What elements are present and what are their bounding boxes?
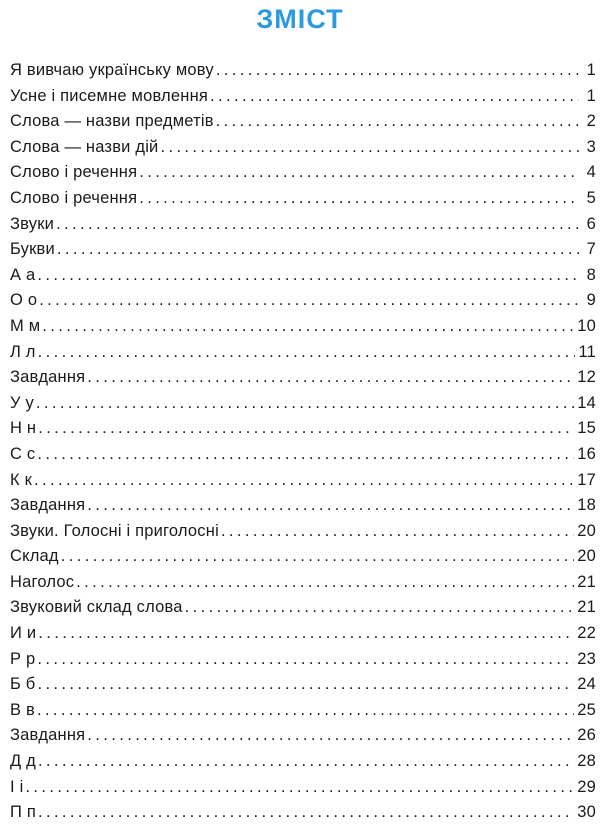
dot-leader <box>139 160 579 186</box>
toc-entry-page-number: 5 <box>586 188 596 207</box>
toc-entry-page-number: 17 <box>577 470 596 489</box>
toc-entry <box>10 647 596 673</box>
dot-leader <box>185 595 575 621</box>
toc-entry-title: Б б <box>10 675 36 694</box>
toc-entry-page-number: 4 <box>586 163 596 182</box>
toc-entry-page-number: 23 <box>577 649 596 668</box>
toc-entry <box>10 237 596 263</box>
toc-entry-page-number: 1 <box>586 86 596 105</box>
toc-entry-page-number: 30 <box>577 803 596 822</box>
dot-leader <box>38 749 574 775</box>
toc-entry-title: І і <box>10 777 24 796</box>
dot-leader <box>37 672 574 698</box>
toc-entry-page-number: 20 <box>577 521 596 540</box>
dot-leader <box>38 800 574 826</box>
toc-entry <box>10 391 596 417</box>
dot-leader <box>36 391 574 417</box>
toc-entry <box>10 135 596 161</box>
dot-leader <box>221 519 574 545</box>
toc-entry-title: Наголос <box>10 572 75 591</box>
toc-entry-page-number: 2 <box>586 112 596 131</box>
toc-entry-page-number: 7 <box>586 240 596 259</box>
toc-entry-title: В в <box>10 700 35 719</box>
toc-entry-title: Завдання <box>10 496 86 515</box>
toc-entry <box>10 58 596 84</box>
toc-entry-title: К к <box>10 470 33 489</box>
toc-entry-title: И и <box>10 624 37 643</box>
toc-entry <box>10 468 596 494</box>
toc-entry <box>10 723 596 749</box>
dot-leader <box>210 84 579 110</box>
toc-entry-page-number: 11 <box>578 342 596 361</box>
dot-leader <box>87 723 574 749</box>
toc-entry-title: Завдання <box>10 368 86 387</box>
dot-leader <box>37 442 574 468</box>
table-of-contents <box>10 58 596 826</box>
dot-leader <box>216 109 579 135</box>
toc-entry-title: О о <box>10 291 38 310</box>
dot-leader <box>37 698 574 724</box>
toc-entry-page-number: 10 <box>577 316 596 335</box>
dot-leader <box>37 647 574 673</box>
toc-entry-page-number: 16 <box>577 444 596 463</box>
toc-entry <box>10 800 596 826</box>
dot-leader <box>38 340 576 366</box>
toc-entry-title: Звуки. Голосні і приголосні <box>10 521 219 540</box>
toc-entry-page-number: 26 <box>577 726 596 745</box>
toc-entry-page-number: 9 <box>586 291 596 310</box>
toc-entry <box>10 544 596 570</box>
toc-entry <box>10 749 596 775</box>
dot-leader <box>76 570 574 596</box>
toc-entry-page-number: 14 <box>577 393 596 412</box>
toc-entry <box>10 621 596 647</box>
toc-entry <box>10 288 596 314</box>
toc-entry-page-number: 15 <box>577 419 596 438</box>
toc-entry <box>10 775 596 801</box>
toc-entry-title: Л л <box>10 342 36 361</box>
dot-leader <box>38 416 574 442</box>
dot-leader <box>42 314 574 340</box>
toc-entry <box>10 212 596 238</box>
toc-entry-title: С с <box>10 444 36 463</box>
toc-entry-title: Усне і писемне мовлення <box>10 86 209 105</box>
toc-entry-title: Звуковий склад слова <box>10 598 183 617</box>
toc-entry-page-number: 12 <box>577 368 596 387</box>
toc-entry <box>10 595 596 621</box>
dot-leader <box>87 493 574 519</box>
toc-entry <box>10 84 596 110</box>
dot-leader <box>160 135 579 161</box>
toc-entry <box>10 442 596 468</box>
toc-entry-page-number: 21 <box>577 598 596 617</box>
toc-entry-page-number: 25 <box>577 700 596 719</box>
toc-entry-title: Д д <box>10 752 36 771</box>
toc-entry-title: Слова — назви предметів <box>10 112 214 131</box>
toc-entry-title: А а <box>10 265 36 284</box>
toc-entry-page-number: 21 <box>577 572 596 591</box>
toc-entry <box>10 570 596 596</box>
toc-entry <box>10 493 596 519</box>
dot-leader <box>39 288 579 314</box>
toc-entry-page-number: 6 <box>586 214 596 233</box>
page-title: ЗМІСТ <box>256 4 344 34</box>
toc-entry-page-number: 22 <box>577 624 596 643</box>
toc-entry-page-number: 1 <box>586 61 596 79</box>
toc-entry-title: М м <box>10 316 41 335</box>
toc-entry-title: П п <box>10 803 36 822</box>
toc-entry <box>10 263 596 289</box>
toc-entry-page-number: 20 <box>577 547 596 566</box>
toc-entry <box>10 314 596 340</box>
dot-leader <box>57 237 579 263</box>
toc-entry-title: Н н <box>10 419 37 438</box>
dot-leader <box>216 58 579 84</box>
dot-leader <box>139 186 579 212</box>
dot-leader <box>25 775 574 801</box>
dot-leader <box>87 365 574 391</box>
dot-leader <box>37 263 579 289</box>
toc-entry <box>10 109 596 135</box>
toc-entry-title: Слово і речення <box>10 188 138 207</box>
toc-entry-title: У у <box>10 393 34 412</box>
toc-entry-title: Р р <box>10 649 36 668</box>
dot-leader <box>38 621 574 647</box>
toc-entry-title: Слова — назви дій <box>10 137 159 156</box>
toc-entry <box>10 365 596 391</box>
toc-entry-title: Завдання <box>10 726 86 745</box>
toc-entry <box>10 698 596 724</box>
toc-entry <box>10 160 596 186</box>
toc-entry-title: Склад <box>10 547 59 566</box>
dot-leader <box>34 468 574 494</box>
toc-entry-title: Букви <box>10 240 55 259</box>
toc-entry <box>10 416 596 442</box>
toc-entry <box>10 672 596 698</box>
toc-entry-page-number: 8 <box>586 265 596 284</box>
toc-entry-page-number: 24 <box>577 675 596 694</box>
toc-entry-title: Звуки <box>10 214 55 233</box>
dot-leader <box>56 212 579 238</box>
toc-entry-title: Я вивчаю українську мову <box>10 61 214 79</box>
toc-entry-title: Слово і речення <box>10 163 138 182</box>
toc-entry <box>10 340 596 366</box>
toc-entry-page-number: 28 <box>577 752 596 771</box>
toc-entry-page-number: 18 <box>577 496 596 515</box>
dot-leader <box>61 544 574 570</box>
toc-entry-page-number: 29 <box>577 777 596 796</box>
toc-entry <box>10 519 596 545</box>
toc-entry-page-number: 3 <box>586 137 596 156</box>
toc-entry <box>10 186 596 212</box>
